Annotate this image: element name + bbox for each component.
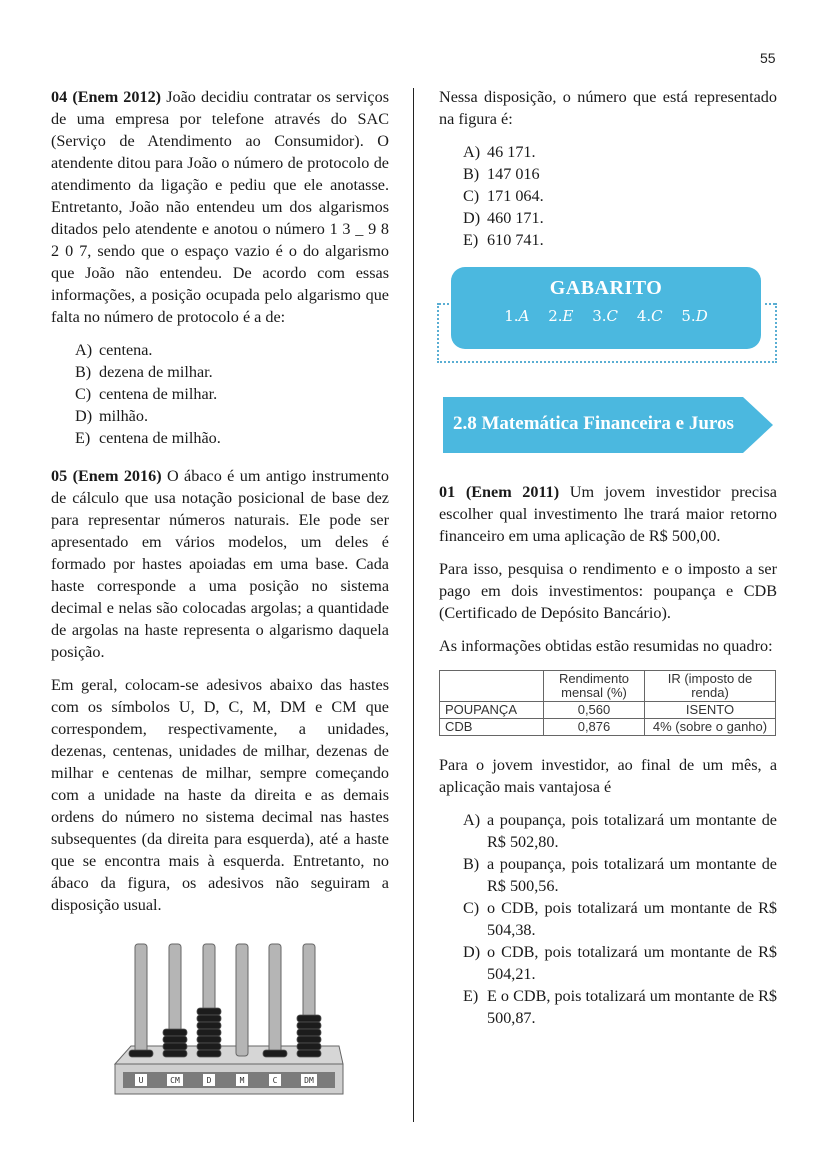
option-text: o CDB, pois totalizará um montante de R$ 504,38.	[487, 899, 777, 939]
option-text: 147 016	[487, 165, 540, 183]
gabarito-answer: 3.C	[592, 307, 619, 325]
option-text: milhão.	[99, 407, 149, 425]
gabarito-box	[451, 267, 761, 349]
table-cell: POUPANÇA	[440, 702, 544, 719]
option-c	[75, 383, 389, 405]
option-letter: C)	[75, 385, 92, 403]
question-04	[51, 86, 389, 449]
option-text: o CDB, pois totalizará um montante de R$ 504,21.	[487, 943, 777, 983]
question-01-paragraph-3: As informações obtidas estão resumidas no quadro:	[439, 637, 773, 655]
column-divider	[413, 88, 414, 1122]
option-text: 46 171.	[487, 143, 536, 161]
table-cell: 0,560	[544, 702, 645, 719]
option-c	[463, 185, 777, 207]
question-04-options	[51, 339, 389, 449]
svg-text:DM: DM	[304, 1076, 314, 1085]
option-b	[463, 163, 777, 185]
option-letter: B)	[463, 165, 480, 183]
question-01-text: Um jovem investidor precisa escolher qual investimento lhe trará maior retorno financeiro em uma aplicação de R$ 500,00.	[439, 483, 777, 545]
option-text: 610 741.	[487, 231, 544, 249]
option-letter: C)	[463, 899, 480, 917]
gabarito-answer: 1.A	[504, 307, 530, 325]
question-05-paragraph-2: Em geral, colocam-se adesivos abaixo das hastes com os símbolos U, D, C, M, DM e CM que correspondem, respectivamente, a unidades, dezenas, centenas, unidades de milhar, dezenas de milhar e centenas de milhar, sempre começando com a unidade na haste da direita e as demais ordens do número no sistema decimal nas hastes subsequentes (da direita para esquerda), até a haste que se encontra mais à esquerda. Entretanto, no ábaco da figura, os adesivos não seguiram a disposição usual.	[51, 676, 389, 914]
gabarito-title: GABARITO	[549, 277, 663, 299]
table-row	[440, 702, 776, 719]
gabarito-answer: 4.C	[636, 307, 663, 325]
page-number: 55	[760, 50, 776, 66]
question-05-continuation: Nessa disposição, o número que está representado na figura é:	[439, 88, 777, 128]
option-letter: D)	[463, 209, 481, 227]
table-cell: 4% (sobre o ganho)	[645, 719, 776, 736]
option-letter: D)	[463, 943, 481, 961]
option-b	[75, 361, 389, 383]
table-header	[440, 671, 544, 702]
table-cell: CDB	[440, 719, 544, 736]
option-text: a poupança, pois totalizará um montante de R$ 502,80.	[487, 811, 777, 851]
option-letter: C)	[463, 187, 480, 205]
table-header: Rendimento mensal (%)	[544, 671, 645, 702]
option-e	[463, 985, 777, 1029]
right-column	[439, 86, 777, 1029]
abacus-figure	[111, 936, 389, 1101]
option-c	[463, 897, 777, 941]
option-text: E o CDB, pois totalizará um montante de R$ 500,87.	[487, 987, 777, 1027]
option-text: dezena de milhar.	[99, 363, 213, 381]
option-d	[463, 941, 777, 985]
table-header-row	[440, 671, 776, 702]
option-text: 171 064.	[487, 187, 544, 205]
option-letter: B)	[75, 363, 92, 381]
option-text: 460 171.	[487, 209, 544, 227]
question-01-paragraph-2: Para isso, pesquisa o rendimento e o imposto a ser pago em dois investimentos: poupança e CDB (Certificado de Depósito Bancário).	[439, 560, 777, 622]
option-a	[463, 809, 777, 853]
svg-text:C: C	[272, 1076, 278, 1085]
table-cell: 0,876	[544, 719, 645, 736]
svg-text:M: M	[239, 1076, 245, 1085]
section-title: 2.8 Matemática Financeira e Juros	[453, 413, 734, 434]
option-e	[463, 229, 777, 251]
question-05-statement	[51, 465, 389, 663]
option-letter: B)	[463, 855, 480, 873]
option-letter: A)	[463, 143, 481, 161]
question-04-number: 04 (Enem 2012)	[51, 88, 162, 106]
option-letter: E)	[463, 231, 479, 249]
option-d	[463, 207, 777, 229]
question-05-text: O ábaco é um antigo instrumento de cálculo que usa notação posicional de base dez para representar números naturais. Ele pode ser apresentado em vários modelos, um deles é formado por hastes apoiadas em uma base. Cada haste corresponde a uma posição no sistema decimal e nelas são colocadas argolas; a quantidade de argolas na haste representa o algarismo daquela posição.	[51, 467, 389, 661]
option-letter: D)	[75, 407, 93, 425]
question-05	[51, 465, 389, 1101]
option-letter: E)	[75, 429, 91, 447]
svg-text:CM: CM	[170, 1076, 180, 1085]
question-01-options	[439, 809, 777, 1029]
option-letter: A)	[75, 341, 93, 359]
gabarito-panel	[439, 267, 777, 379]
question-05-options	[439, 141, 777, 251]
abacus-illustration	[111, 936, 351, 1096]
table-header: IR (imposto de renda)	[645, 671, 776, 702]
option-a	[75, 339, 389, 361]
left-column	[51, 86, 389, 1101]
question-01-number: 01 (Enem 2011)	[439, 483, 560, 501]
gabarito-answer: 5.D	[681, 307, 708, 325]
gabarito-answers	[451, 307, 761, 325]
option-e	[75, 427, 389, 449]
svg-text:D: D	[206, 1076, 212, 1085]
question-01	[439, 481, 777, 1029]
option-text: a poupança, pois totalizará um montante de R$ 500,56.	[487, 855, 777, 895]
option-letter: A)	[463, 811, 481, 829]
option-b	[463, 853, 777, 897]
svg-text:U: U	[138, 1076, 144, 1085]
section-banner	[443, 397, 743, 453]
option-text: centena.	[99, 341, 153, 359]
question-01-statement	[439, 481, 777, 547]
question-01-prompt: Para o jovem investidor, ao final de um mês, a aplicação mais vantajosa é	[439, 756, 777, 796]
option-d	[75, 405, 389, 427]
option-text: centena de milhão.	[99, 429, 221, 447]
option-letter: E)	[463, 987, 479, 1005]
option-text: centena de milhar.	[99, 385, 218, 403]
gabarito-answer: 2.E	[548, 307, 574, 325]
question-05-number: 05 (Enem 2016)	[51, 467, 162, 485]
table-cell: ISENTO	[645, 702, 776, 719]
question-04-statement	[51, 86, 389, 328]
table-row	[440, 719, 776, 736]
investment-table	[439, 670, 776, 736]
question-04-text: João decidiu contratar os serviços de uma empresa por telefone através do SAC (Serviço de Atendimento ao Consumidor). O atendente ditou para João o número de protocolo de atendimento da ligação e pediu que ele anotasse. Entretanto, João não entendeu um dos algarismos ditados pelo atendente e anotou o número 1 3 _ 9 8 2 0 7, sendo que o espaço vazio é o do algarismo que João não entendeu. De acordo com essas informações, a posição ocupada pelo algarismo que falta no número de protocolo é a de:	[51, 88, 389, 326]
option-a	[463, 141, 777, 163]
